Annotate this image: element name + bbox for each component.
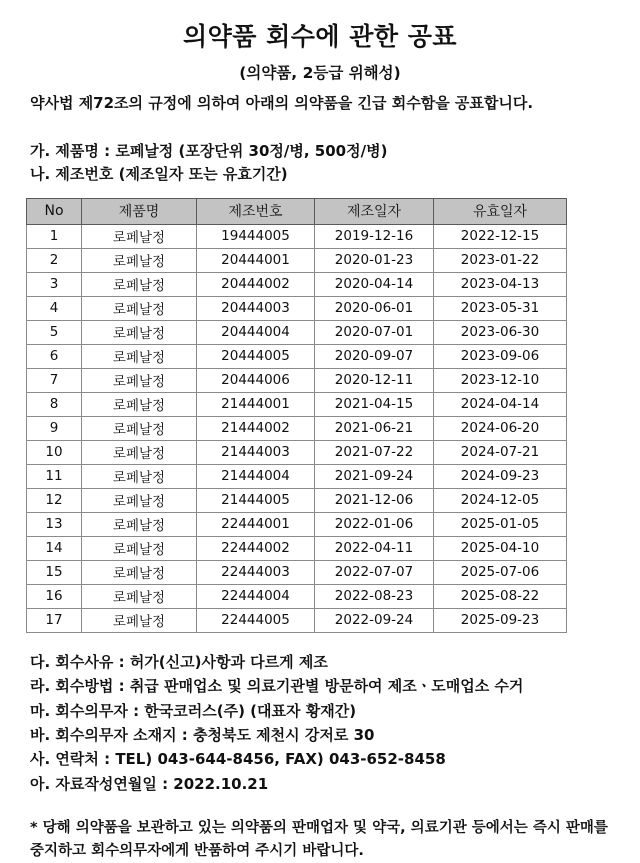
cell-no: 15 [27,561,82,585]
cell-product-name: 로페날정 [82,465,197,489]
cell-mfg-date: 2022-08-23 [315,585,434,609]
cell-product-name: 로페날정 [82,273,197,297]
cell-expiry-date: 2025-04-10 [434,537,567,561]
cell-lot-number: 19444005 [197,225,315,249]
cell-expiry-date: 2025-09-23 [434,609,567,633]
cell-lot-number: 22444003 [197,561,315,585]
lot-table-container [0,186,640,633]
cell-no: 4 [27,297,82,321]
cell-expiry-date: 2024-04-14 [434,393,567,417]
cell-product-name: 로페날정 [82,249,197,273]
table-row [27,561,567,585]
column-header-lot-number: 제조번호 [197,199,315,225]
column-header-expiry-date: 유효일자 [434,199,567,225]
cell-no: 14 [27,537,82,561]
cell-product-name: 로페날정 [82,345,197,369]
cell-mfg-date: 2020-04-14 [315,273,434,297]
table-row [27,273,567,297]
table-row [27,537,567,561]
cell-product-name: 로페날정 [82,369,197,393]
cell-no: 16 [27,585,82,609]
cell-lot-number: 20444002 [197,273,315,297]
cell-no: 8 [27,393,82,417]
cell-expiry-date: 2023-04-13 [434,273,567,297]
cell-no: 2 [27,249,82,273]
cell-expiry-date: 2024-06-20 [434,417,567,441]
cell-product-name: 로페날정 [82,321,197,345]
lead-paragraph: 약사법 제72조의 규정에 의하여 아래의 의약품을 긴급 회수함을 공표합니다. [30,94,534,113]
cell-mfg-date: 2019-12-16 [315,225,434,249]
cell-lot-number: 21444002 [197,417,315,441]
table-row [27,585,567,609]
section-item-product-name: 가. 제품명 : 로페날정 (포장단위 30정/병, 500정/병) [30,141,388,160]
table-row [27,513,567,537]
table-row [27,465,567,489]
cell-lot-number: 20444001 [197,249,315,273]
column-header-product-name: 제품명 [82,199,197,225]
cell-mfg-date: 2022-07-07 [315,561,434,585]
table-row [27,225,567,249]
cell-mfg-date: 2021-07-22 [315,441,434,465]
cell-lot-number: 22444002 [197,537,315,561]
cell-lot-number: 21444004 [197,465,315,489]
cell-mfg-date: 2021-12-06 [315,489,434,513]
table-row [27,393,567,417]
cell-mfg-date: 2021-09-24 [315,465,434,489]
table-row [27,609,567,633]
recall-details-section [0,633,640,796]
table-header-row [27,199,567,225]
cell-expiry-date: 2022-12-15 [434,225,567,249]
table-row [27,345,567,369]
table-row [27,321,567,345]
cell-no: 5 [27,321,82,345]
cell-expiry-date: 2023-05-31 [434,297,567,321]
cell-product-name: 로페날정 [82,585,197,609]
page-title: 의약품 회수에 관한 공표 [182,22,458,51]
cell-product-name: 로페날정 [82,537,197,561]
cell-lot-number: 21444003 [197,441,315,465]
cell-lot-number: 20444005 [197,345,315,369]
table-row [27,297,567,321]
cell-product-name: 로페날정 [82,225,197,249]
cell-product-name: 로페날정 [82,297,197,321]
table-row [27,417,567,441]
footer-item-recall-method: 라. 회수방법 : 취급 판매업소 및 의료기관별 방문하여 제조ㆍ도매업소 수거 [30,677,524,696]
column-header-mfg-date: 제조일자 [315,199,434,225]
cell-no: 13 [27,513,82,537]
cell-mfg-date: 2021-04-15 [315,393,434,417]
cell-expiry-date: 2023-09-06 [434,345,567,369]
cell-lot-number: 20444003 [197,297,315,321]
cell-no: 3 [27,273,82,297]
cell-lot-number: 20444006 [197,369,315,393]
cell-expiry-date: 2023-12-10 [434,369,567,393]
footer-item-responsible-party: 마. 회수의무자 : 한국코러스(주) (대표자 황재간) [30,701,357,720]
table-row [27,369,567,393]
footer-item-document-date: 아. 자료작성연월일 : 2022.10.21 [30,774,269,793]
cell-lot-number: 22444005 [197,609,315,633]
cell-lot-number: 20444004 [197,321,315,345]
cell-product-name: 로페날정 [82,609,197,633]
cell-no: 9 [27,417,82,441]
page-subtitle: (의약품, 2등급 위해성) [239,64,401,83]
cell-mfg-date: 2021-06-21 [315,417,434,441]
cell-no: 7 [27,369,82,393]
cell-mfg-date: 2020-09-07 [315,345,434,369]
footer-item-contact: 사. 연락처 : TEL) 043-644-8456, FAX) 043-652-8458 [30,750,446,769]
cell-mfg-date: 2022-04-11 [315,537,434,561]
cell-mfg-date: 2020-07-01 [315,321,434,345]
cell-product-name: 로페날정 [82,561,197,585]
cell-expiry-date: 2025-07-06 [434,561,567,585]
cell-mfg-date: 2020-06-01 [315,297,434,321]
cell-product-name: 로페날정 [82,489,197,513]
cell-lot-number: 21444005 [197,489,315,513]
table-row [27,489,567,513]
cell-no: 6 [27,345,82,369]
cell-expiry-date: 2025-08-22 [434,585,567,609]
cell-expiry-date: 2024-12-05 [434,489,567,513]
lot-table [26,198,567,633]
cell-product-name: 로페날정 [82,441,197,465]
section-item-lot-number: 나. 제조번호 (제조일자 또는 유효기간) [30,164,288,183]
cell-expiry-date: 2025-01-05 [434,513,567,537]
cell-mfg-date: 2022-01-06 [315,513,434,537]
cell-lot-number: 21444001 [197,393,315,417]
cell-product-name: 로페날정 [82,513,197,537]
table-body [27,225,567,633]
footer-item-recall-reason: 다. 회수사유 : 허가(신고)사항과 다르게 제조 [30,653,328,672]
cell-lot-number: 22444004 [197,585,315,609]
cell-no: 1 [27,225,82,249]
notice-text: * 당해 의약품을 보관하고 있는 의약품의 판매업자 및 약국, 의료기관 등에서는 즉시 판매를 중지하고 회수의무자에게 반품하여 주시기 바랍니다. [30,819,608,859]
cell-no: 11 [27,465,82,489]
cell-expiry-date: 2024-09-23 [434,465,567,489]
cell-expiry-date: 2023-01-22 [434,249,567,273]
cell-expiry-date: 2024-07-21 [434,441,567,465]
cell-mfg-date: 2022-09-24 [315,609,434,633]
product-info-section [0,116,640,187]
cell-no: 10 [27,441,82,465]
table-row [27,441,567,465]
cell-lot-number: 22444001 [197,513,315,537]
column-header-no: No [27,199,82,225]
cell-expiry-date: 2023-06-30 [434,321,567,345]
cell-product-name: 로페날정 [82,393,197,417]
cell-no: 12 [27,489,82,513]
table-row [27,249,567,273]
cell-product-name: 로페날정 [82,417,197,441]
cell-mfg-date: 2020-01-23 [315,249,434,273]
cell-no: 17 [27,609,82,633]
cell-mfg-date: 2020-12-11 [315,369,434,393]
footer-item-responsible-party-address: 바. 회수의무자 소재지 : 충청북도 제천시 강저로 30 [30,726,375,745]
